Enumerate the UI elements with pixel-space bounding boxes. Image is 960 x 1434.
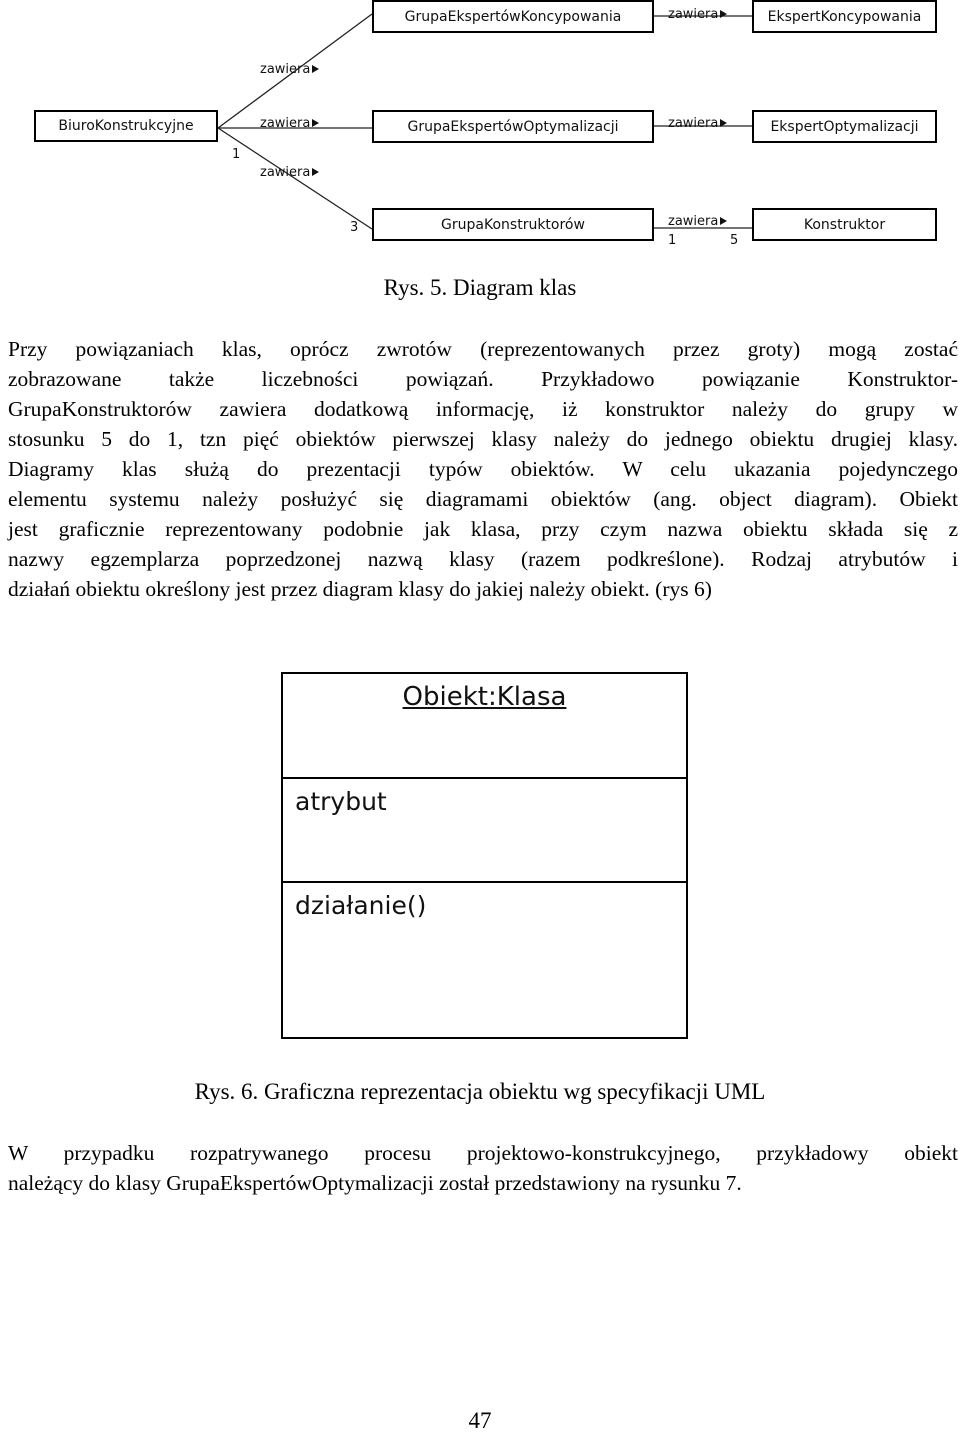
assoc-text: zawiera <box>260 116 311 131</box>
paragraph-line: Diagramy klas służą do prezentacji typów obiektów. W celu ukazania pojedynczego <box>8 457 958 481</box>
class-label: EkspertKoncypowania <box>767 8 922 25</box>
assoc-label-konstruktorow <box>260 165 319 180</box>
assoc-text: zawiera <box>668 214 719 229</box>
assoc-text: zawiera <box>260 62 311 77</box>
paragraph-line: GrupaKonstruktorów zawiera dodatkową informację, iż konstruktor należy do grupy w <box>8 397 958 421</box>
paragraph-line: jest graficznie reprezentowany podobnie jak klasa, przy czym nazwa obiektu składa się z <box>8 517 958 541</box>
class-label: GrupaKonstruktorów <box>441 216 585 233</box>
assoc-label-ekspert-optymalizacji <box>668 116 727 131</box>
class-biuro-konstrukcyjne <box>34 110 218 142</box>
multiplicity-konstruktor-right: 5 <box>730 233 739 248</box>
object-divider <box>283 881 686 883</box>
assoc-label-optymalizacji <box>260 116 319 131</box>
paragraph-line: elementu systemu należy posłużyć się diagramami obiektów (ang. object diagram). Obiekt <box>8 487 958 511</box>
paragraph-line: W przypadku rozpatrywanego procesu projektowo-konstrukcyjnego, przykładowy obiekt <box>8 1141 958 1165</box>
paragraph-line: stosunku 5 do 1, tzn pięć obiektów pierwszej klasy należy do jednego obiektu drugiej klasy. <box>8 427 958 451</box>
assoc-label-ekspert-koncypowania <box>668 7 727 22</box>
paragraph-1 <box>8 334 958 604</box>
assoc-label-konstruktor <box>668 214 727 229</box>
assoc-label-koncypowania <box>260 62 319 77</box>
object-attribute: atrybut <box>295 787 387 816</box>
class-label: EkspertOptymalizacji <box>770 118 919 135</box>
object-diagram <box>281 672 688 1039</box>
arrow-right-icon <box>312 168 319 176</box>
class-label: GrupaEkspertówKoncypowania <box>404 8 622 25</box>
class-grupa-optymalizacji <box>372 110 654 143</box>
multiplicity-konstruktor-left: 1 <box>668 233 677 248</box>
arrow-right-icon <box>720 10 727 18</box>
assoc-text: zawiera <box>260 165 311 180</box>
paragraph-line: działań obiektu określony jest przez diagram klasy do jakiej należy obiekt. (rys 6) <box>8 577 712 601</box>
arrow-right-icon <box>312 65 319 73</box>
object-name: Obiekt:Klasa <box>402 682 567 712</box>
object-divider <box>283 777 686 779</box>
class-konstruktor <box>752 208 937 241</box>
paragraph-line: Przy powiązaniach klas, oprócz zwrotów (reprezentowanych przez groty) mogą zostać <box>8 337 958 361</box>
paragraph-line: nazwy egzemplarza poprzedzonej nazwą klasy (razem podkreślone). Rodzaj atrybutów i <box>8 547 958 571</box>
class-label: Konstruktor <box>803 216 886 233</box>
multiplicity-grupa-konstruktorow: 3 <box>350 220 359 235</box>
figure-caption-5: Rys. 5. Diagram klas <box>383 275 577 300</box>
object-operation: działanie() <box>295 891 427 920</box>
multiplicity-biuro: 1 <box>232 147 241 162</box>
paragraph-2 <box>8 1138 958 1198</box>
paragraph-line: zobrazowane także liczebności powiązań. Przykładowo powiązanie Konstruktor- <box>8 367 958 391</box>
class-ekspert-optymalizacji <box>752 110 937 143</box>
class-ekspert-koncypowania <box>752 0 937 33</box>
class-grupa-konstruktorow <box>372 208 654 241</box>
assoc-text: zawiera <box>668 116 719 131</box>
class-label: GrupaEkspertówOptymalizacji <box>407 118 619 135</box>
assoc-text: zawiera <box>668 7 719 22</box>
figure-caption-6: Rys. 6. Graficzna reprezentacja obiektu wg specyfikacji UML <box>194 1079 766 1104</box>
arrow-right-icon <box>312 119 319 127</box>
arrow-right-icon <box>720 217 727 225</box>
class-label: BiuroKonstrukcyjne <box>58 118 194 134</box>
paragraph-line: należący do klasy GrupaEkspertówOptymalizacji został przedstawiony na rysunku 7. <box>8 1171 742 1195</box>
arrow-right-icon <box>720 119 727 127</box>
page-number: 47 <box>468 1408 492 1433</box>
class-grupa-koncypowania <box>372 0 654 33</box>
